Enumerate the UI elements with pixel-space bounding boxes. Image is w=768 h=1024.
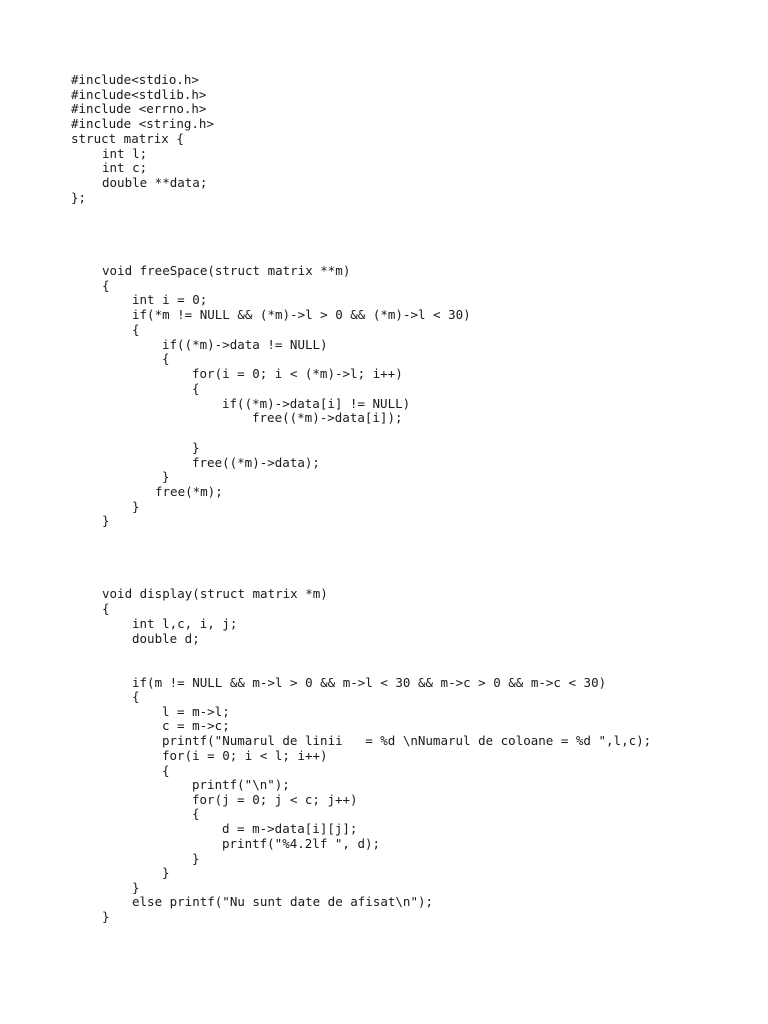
code-line: { [132, 322, 140, 337]
code-line: #include<stdio.h> [71, 72, 199, 87]
code-line: { [102, 601, 110, 616]
code-line: double d; [132, 631, 200, 646]
code-line: int i = 0; [132, 292, 208, 307]
code-line: { [192, 381, 200, 396]
code-line: void freeSpace(struct matrix **m) [102, 263, 351, 278]
code-line: for(i = 0; i < (*m)->l; i++) [192, 366, 403, 381]
code-line: printf("%4.2lf ", d); [222, 836, 381, 851]
code-line: printf("\n"); [192, 777, 290, 792]
code-line: { [132, 689, 140, 704]
code-line: { [192, 806, 200, 821]
code-line: #include <errno.h> [71, 101, 207, 116]
code-line: printf("Numarul de linii = %d \nNumarul de coloane = %d ",l,c); [162, 733, 652, 748]
code-line: int l; [102, 146, 148, 161]
code-line: #include<stdlib.h> [71, 87, 207, 102]
code-line: } [192, 440, 200, 455]
code-line: for(i = 0; i < l; i++) [162, 748, 328, 763]
code-line: if((*m)->data != NULL) [162, 337, 328, 352]
code-line: for(j = 0; j < c; j++) [192, 792, 358, 807]
code-line: #include <string.h> [71, 116, 214, 131]
code-line: } [162, 865, 170, 880]
code-line: } [102, 909, 110, 924]
code-line: else printf("Nu sunt date de afisat\n"); [132, 894, 434, 909]
code-line: if(m != NULL && m->l > 0 && m->l < 30 && m->c > 0 && m->c < 30) [132, 675, 607, 690]
code-line: double **data; [102, 175, 208, 190]
code-line: if(*m != NULL && (*m)->l > 0 && (*m)->l < 30) [132, 307, 471, 322]
code-line: } [132, 499, 140, 514]
code-line: } [132, 880, 140, 895]
code-line: { [162, 351, 170, 366]
code-line: free((*m)->data[i]); [252, 410, 403, 425]
code-line: free(*m); [155, 484, 223, 499]
code-line: } [162, 469, 170, 484]
code-line: l = m->l; [162, 704, 230, 719]
code-line: }; [71, 190, 87, 205]
code-line: d = m->data[i][j]; [222, 821, 358, 836]
code-line: if((*m)->data[i] != NULL) [222, 396, 411, 411]
code-line: free((*m)->data); [192, 455, 320, 470]
code-line: int c; [102, 160, 148, 175]
code-line: c = m->c; [162, 718, 230, 733]
code-line: } [102, 513, 110, 528]
code-line: } [192, 851, 200, 866]
code-line: int l,c, i, j; [132, 616, 238, 631]
code-line: { [162, 763, 170, 778]
code-line: { [102, 278, 110, 293]
code-line: void display(struct matrix *m) [102, 586, 328, 601]
code-line: struct matrix { [71, 131, 184, 146]
